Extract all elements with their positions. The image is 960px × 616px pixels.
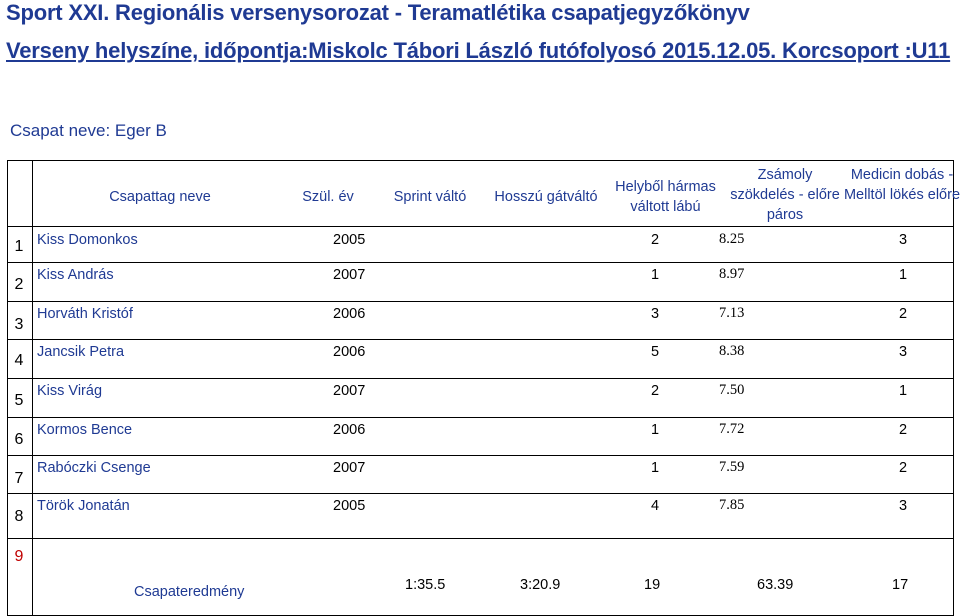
- row-divider: [8, 455, 953, 456]
- row-divider: [8, 339, 953, 340]
- score-table: [7, 160, 954, 616]
- header-triple: Helyből hármas váltott lábú: [615, 179, 716, 215]
- stool-result: 7.85: [719, 497, 745, 513]
- row-number: 5: [14, 392, 24, 409]
- birth-year: 2007: [333, 267, 366, 283]
- row-divider: [8, 226, 953, 227]
- medicine-place: 3: [899, 232, 908, 248]
- member-name: Rabóczki Csenge: [37, 460, 151, 476]
- team-result-stool: 63.39: [757, 577, 794, 593]
- row-divider: [8, 538, 953, 539]
- row-divider: [8, 417, 953, 418]
- row-divider: [8, 262, 953, 263]
- header-name: Csapattag neve: [109, 189, 211, 205]
- stool-result: 7.59: [719, 459, 745, 475]
- medicine-place: 2: [899, 306, 908, 322]
- team-name: Csapat neve: Eger B: [10, 121, 167, 140]
- triple-place: 1: [651, 422, 660, 438]
- venue-line: Verseny helyszíne, időpontja:Miskolc Tábori László futófolyosó 2015.12.05. Korcsoport :U11: [6, 38, 951, 63]
- birth-year: 2006: [333, 306, 366, 322]
- header-year: Szül. év: [302, 189, 354, 205]
- team-result-triple: 19: [644, 577, 661, 593]
- stool-result: 8.25: [719, 231, 745, 247]
- triple-place: 1: [651, 460, 660, 476]
- member-name: Kiss Domonkos: [37, 232, 138, 248]
- row-number: 6: [14, 431, 24, 448]
- header-stool: Zsámoly szökdelés - előre páros: [730, 167, 840, 223]
- triple-place: 1: [651, 267, 660, 283]
- triple-place: 2: [651, 232, 660, 248]
- stool-result: 8.97: [719, 266, 745, 282]
- medicine-place: 1: [899, 383, 908, 399]
- triple-place: 4: [651, 498, 660, 514]
- birth-year: 2006: [333, 422, 366, 438]
- member-name: Kiss András: [37, 267, 114, 283]
- member-name: Jancsik Petra: [37, 344, 125, 360]
- birth-year: 2005: [333, 232, 366, 248]
- triple-place: 2: [651, 383, 660, 399]
- stool-result: 7.50: [719, 382, 745, 398]
- medicine-place: 3: [899, 344, 908, 360]
- birth-year: 2007: [333, 383, 366, 399]
- triple-place: 5: [651, 344, 660, 360]
- row-number: 3: [14, 316, 24, 333]
- row-number: 8: [14, 508, 24, 525]
- member-name: Kiss Virág: [37, 383, 103, 399]
- team-result-hurdle: 3:20.9: [520, 577, 561, 593]
- stool-result: 7.72: [719, 421, 745, 437]
- birth-year: 2006: [333, 344, 366, 360]
- member-name: Horváth Kristóf: [37, 306, 133, 322]
- row-divider: [8, 378, 953, 379]
- birth-year: 2007: [333, 460, 366, 476]
- member-name: Török Jonatán: [37, 498, 130, 514]
- document-title: Sport XXI. Regionális versenysorozat - Teramatlétika csapatjegyzőkönyv: [6, 0, 750, 25]
- medicine-place: 2: [899, 460, 908, 476]
- header-hurdle: Hosszú gátváltó: [494, 189, 598, 205]
- medicine-place: 3: [899, 498, 908, 514]
- team-result-medicine: 17: [892, 577, 909, 593]
- medicine-place: 2: [899, 422, 908, 438]
- row-number: 1: [14, 238, 24, 255]
- stool-result: 8.38: [719, 343, 745, 359]
- member-name: Kormos Bence: [37, 422, 133, 438]
- birth-year: 2005: [333, 498, 366, 514]
- header-medicine: Medicin dobás - Melltöl lökés előre: [843, 167, 960, 203]
- row-number: 7: [14, 470, 24, 487]
- row-number: 4: [14, 352, 24, 369]
- team-result-sprint: 1:35.5: [405, 577, 446, 593]
- stool-result: 7.13: [719, 305, 745, 321]
- triple-place: 3: [651, 306, 660, 322]
- row-divider: [8, 493, 953, 494]
- row-divider: [8, 301, 953, 302]
- medicine-place: 1: [899, 267, 908, 283]
- team-result-label: Csapateredmény: [134, 584, 245, 600]
- header-sprint: Sprint váltó: [393, 189, 467, 205]
- row-number: 9: [14, 548, 24, 565]
- column-divider: [32, 161, 33, 616]
- row-number: 2: [14, 276, 24, 293]
